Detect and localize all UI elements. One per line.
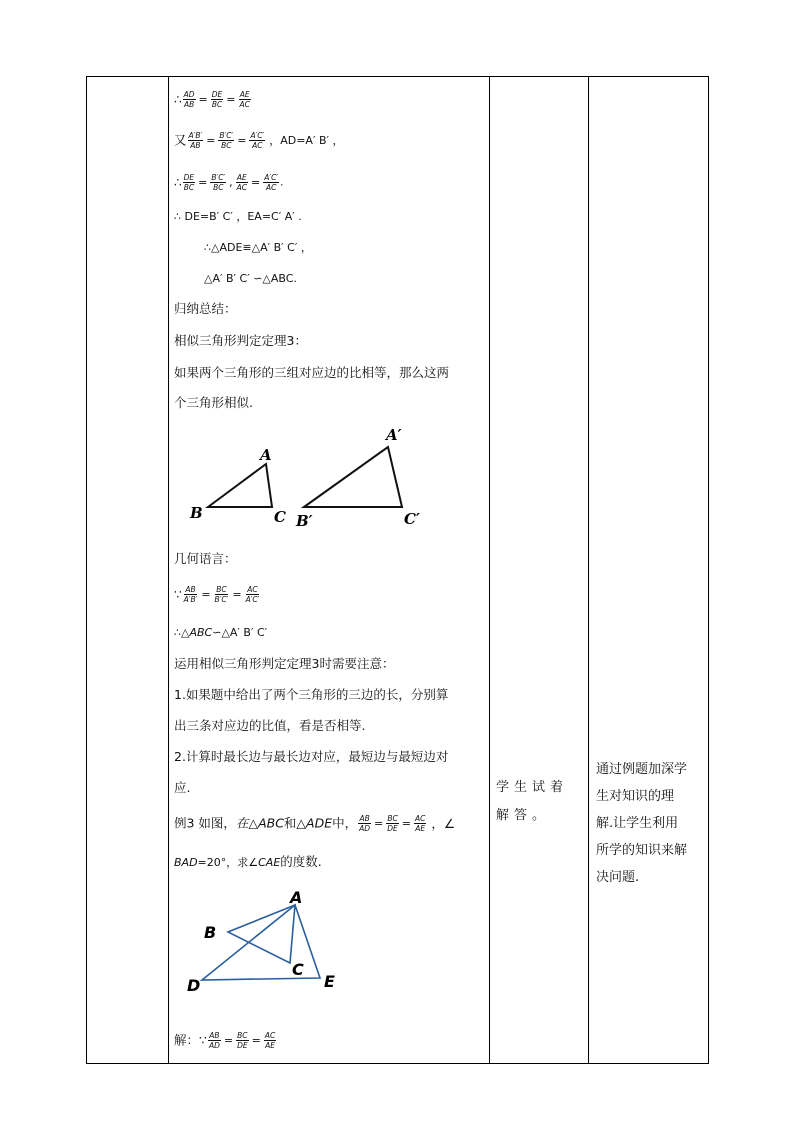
design-intent-line: 解.让学生利用	[596, 816, 679, 831]
design-intent-line: 通过例题加深学	[596, 762, 688, 777]
label-c: C	[274, 508, 286, 526]
label-a-prime: A′	[386, 426, 402, 444]
example-3-line-2: BAD=20°，求∠CAE的度数.	[174, 854, 322, 869]
label-a: A	[260, 446, 272, 464]
theorem-title: 相似三角形判定定理3：	[174, 333, 307, 348]
geometric-language-conclusion: ∴△ABC∽△A′ B′ C′	[174, 626, 268, 639]
table-border-left	[86, 76, 87, 1063]
note-2-line-1: 2.计算时最长边与最长边对应，最短边与最短边对	[174, 749, 449, 764]
triangle-abc	[208, 464, 272, 507]
triangle-a2b2c2	[304, 447, 402, 507]
design-intent-line: 决问题.	[596, 870, 640, 885]
label-e-fig: E	[324, 972, 335, 991]
geometric-language-heading: 几何语言：	[174, 551, 237, 566]
label-d-fig: D	[187, 976, 201, 995]
table-border-col2	[168, 76, 169, 1063]
table-border-bottom	[86, 1063, 709, 1064]
similarity-conclusion: △A′ B′ C′ ∽△ABC.	[204, 272, 297, 285]
note-1-line-1: 1.如果题中给出了两个三角形的三边的长，分别算	[174, 687, 449, 702]
design-intent-line: 所学的知识来解	[596, 843, 688, 858]
note-1-line-2: 出三条对应边的比值，看是否相等.	[174, 718, 366, 733]
summary-heading: 归纳总结：	[174, 301, 237, 316]
example-3-line-1: 例3 如图，在△ABC和△ADE中， $\frac{AB}{AD}$ = $\frac{BC}{DE}$ = $\frac{AC}{AE}$ ，∠	[174, 814, 456, 833]
example-3-figure	[184, 885, 354, 1000]
design-intent-line: 生对知识的理	[596, 789, 675, 804]
similar-triangles-figure	[184, 420, 434, 530]
theorem-text-1: 如果两个三角形的三组对应边的比相等，那么这两	[174, 365, 450, 380]
solution-line: 解：∵ $\frac{AB}{AD}$ = $\frac{BC}{DE}$ = $\frac{AC}{AE}$	[174, 1031, 276, 1050]
student-activity-cell: 学生试着解答。	[496, 780, 569, 823]
note-2-line-2: 应.	[174, 780, 191, 795]
table-border-col4	[588, 76, 589, 1063]
label-b-fig: B	[204, 923, 217, 942]
equation-line-3: ∴ $\frac{DE}{BC}$ = $\frac{B'C'}{BC}$ , $\frac{AE}{AC}$ = $\frac{A'C'}{AC}$ .	[174, 173, 284, 192]
label-c-prime: C′	[404, 510, 420, 528]
table-border-right	[708, 76, 709, 1063]
notes-heading: 运用相似三角形判定定理3时需要注意：	[174, 656, 395, 671]
equation-line-1: ∴ $\frac{AD}{AB}$ = $\frac{DE}{BC}$ = $\frac{AE}{AC}$	[174, 90, 250, 109]
label-b-prime: B′	[296, 512, 313, 530]
geometric-language-condition: ∵ $\frac{AB}{A'B'}$ = $\frac{BC}{B'C'}$ = $\frac{AC}{A'C'}$	[174, 585, 260, 604]
table-border-col3	[489, 76, 490, 1063]
label-c-fig: C	[292, 960, 304, 979]
equation-line-2: 又 $\frac{A'B'}{AB}$ = $\frac{B'C'}{BC}$ = $\frac{A'C'}{AC}$ ，AD=A′ B′ ，	[174, 131, 344, 150]
congruence-line-2: ∴△ADE≌△A′ B′ C′ ，	[204, 241, 312, 254]
label-b: B	[190, 504, 203, 522]
congruence-line-1: ∴ DE=B′ C′ ，EA=C′ A′ .	[174, 210, 302, 223]
theorem-text-2: 个三角形相似.	[174, 395, 253, 410]
design-intent-cell	[596, 756, 700, 891]
label-a-fig: A	[290, 888, 303, 907]
table-border-top	[86, 76, 709, 77]
